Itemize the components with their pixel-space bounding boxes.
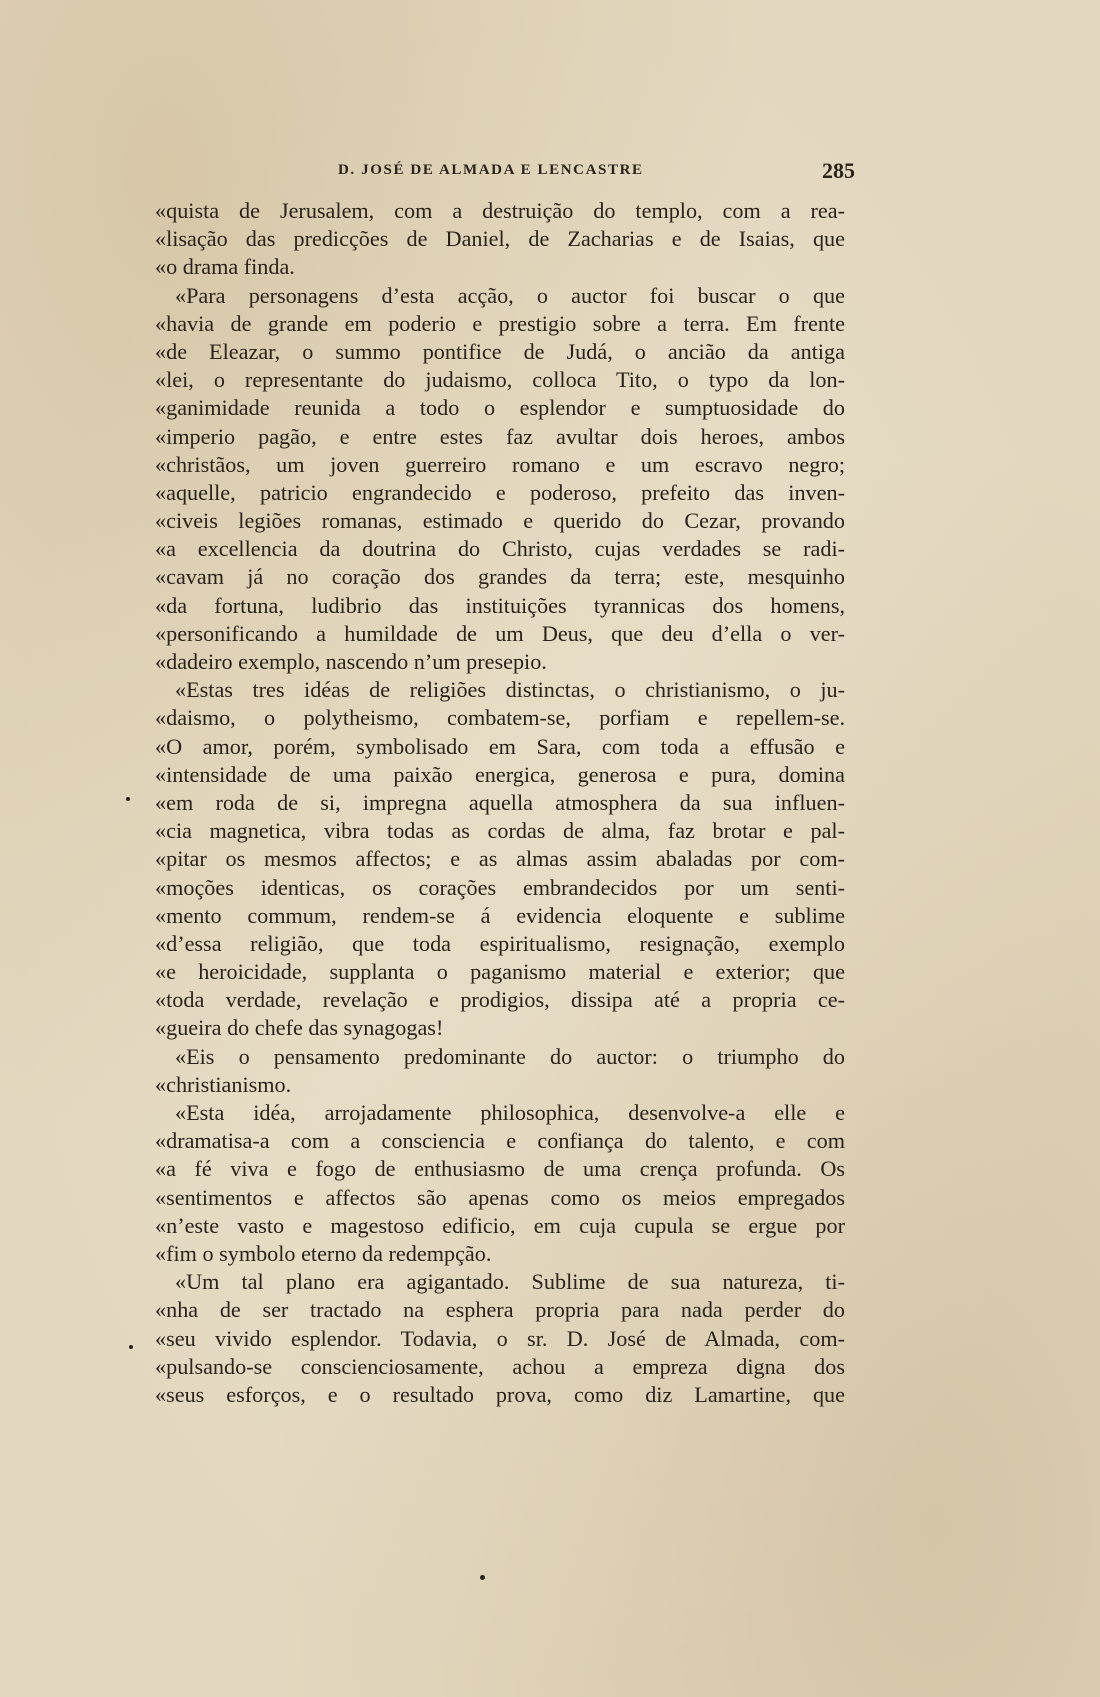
text-line: «daismo, o polytheismo, combatem-se, porfiam e repellem-se. [155,705,845,731]
ink-speck [126,797,130,801]
text-line: «d’essa religião, que toda espiritualismo, resignação, exemplo [155,930,845,956]
page-header [155,160,855,184]
text-line: «o drama finda. [155,254,295,280]
paragraph-start-line: «Estas tres idéas de religiões distinctas, o christianismo, o ju- [175,677,845,703]
text-line: «christãos, um joven guerreiro romano e um escravo negro; [155,451,845,477]
page-number: 285 [822,158,855,183]
text-line: «cavam já no coração dos grandes da terra; este, mesquinho [155,564,845,590]
text-line: «a excellencia da doutrina do Christo, cujas verdades se radi- [155,536,845,562]
text-line: «sentimentos e affectos são apenas como os meios empregados [155,1184,845,1210]
text-line: «lisação das predicções de Daniel, de Zacharias e de Isaias, que [155,226,845,252]
text-line: «em roda de si, impregna aquella atmosphera da sua influen- [155,789,845,815]
text-line: «lei, o representante do judaismo, colloca Tito, o typo da lon- [155,367,845,393]
text-line: «ganimidade reunida a todo o esplendor e sumptuosidade do [155,395,845,421]
body-text [155,197,845,1409]
text-line: «mento commum, rendem-se á evidencia eloquente e sublime [155,902,845,928]
text-line: «seu vivido esplendor. Todavia, o sr. D. José de Almada, com- [155,1325,845,1351]
text-line: «n’este vasto e magestoso edificio, em cuja cupula se ergue por [155,1212,845,1238]
text-line: «fim o symbolo eterno da redempção. [155,1240,492,1266]
text-line: «moções identicas, os corações embrandecidos por um senti- [155,874,845,900]
text-line: «de Eleazar, o summo pontifice de Judá, o ancião da antiga [155,338,845,364]
text-line: «personificando a humildade de um Deus, que deu d’ella o ver- [155,620,845,646]
text-line: «christianismo. [155,1071,292,1097]
text-line: «pulsando-se conscienciosamente, achou a empreza digna dos [155,1353,845,1379]
text-line: «quista de Jerusalem, com a destruição do templo, com a rea- [155,198,845,223]
text-line: «cia magnetica, vibra todas as cordas de alma, faz brotar e pal- [155,818,845,844]
text-line: «pitar os mesmos affectos; e as almas assim abaladas por com- [155,846,845,872]
paragraph-start-line: «Eis o pensamento predominante do auctor: o triumpho do [175,1043,845,1069]
text-line: «O amor, porém, symbolisado em Sara, com toda a effusão e [155,733,845,759]
text-line: «aquelle, patricio engrandecido e poderoso, prefeito das inven- [155,479,845,505]
paragraph-start-line: «Para personagens d’esta acção, o auctor foi buscar o que [175,282,845,308]
paragraph-start-line: «Um tal plano era agigantado. Sublime de sua natureza, ti- [175,1269,845,1295]
running-title: D. JOSÉ DE ALMADA E LENCASTRE [338,162,644,178]
text-line: «intensidade de uma paixão energica, generosa e pura, domina [155,761,845,787]
text-line: «gueira do chefe das synagogas! [155,1015,444,1041]
text-line: «a fé viva e fogo de enthusiasmo de uma crença profunda. Os [155,1156,845,1182]
text-line: «imperio pagão, e entre estes faz avultar dois heroes, ambos [155,423,845,449]
paragraph-start-line: «Esta idéa, arrojadamente philosophica, desenvolve-a elle e [175,1100,845,1125]
ink-speck [480,1575,485,1580]
text-line: «toda verdade, revelação e prodigios, dissipa até a propria ce- [155,987,845,1013]
text-line: «dramatisa-a com a consciencia e confiança do talento, e com [155,1128,845,1154]
text-line: «havia de grande em poderio e prestigio sobre a terra. Em frente [155,310,845,336]
text-line: «da fortuna, ludibrio das instituições tyrannicas dos homens, [155,592,845,618]
ink-speck [129,1345,133,1349]
text-line: «e heroicidade, supplanta o paganismo material e exterior; que [155,959,845,985]
text-line: «nha de ser tractado na esphera propria para nada perder do [155,1297,845,1323]
text-line: «seus esforços, e o resultado prova, como diz Lamartine, que [155,1381,845,1407]
text-line: «civeis legiões romanas, estimado e querido do Cezar, provando [155,508,845,534]
text-line: «dadeiro exemplo, nascendo n’um presepio. [155,649,547,674]
